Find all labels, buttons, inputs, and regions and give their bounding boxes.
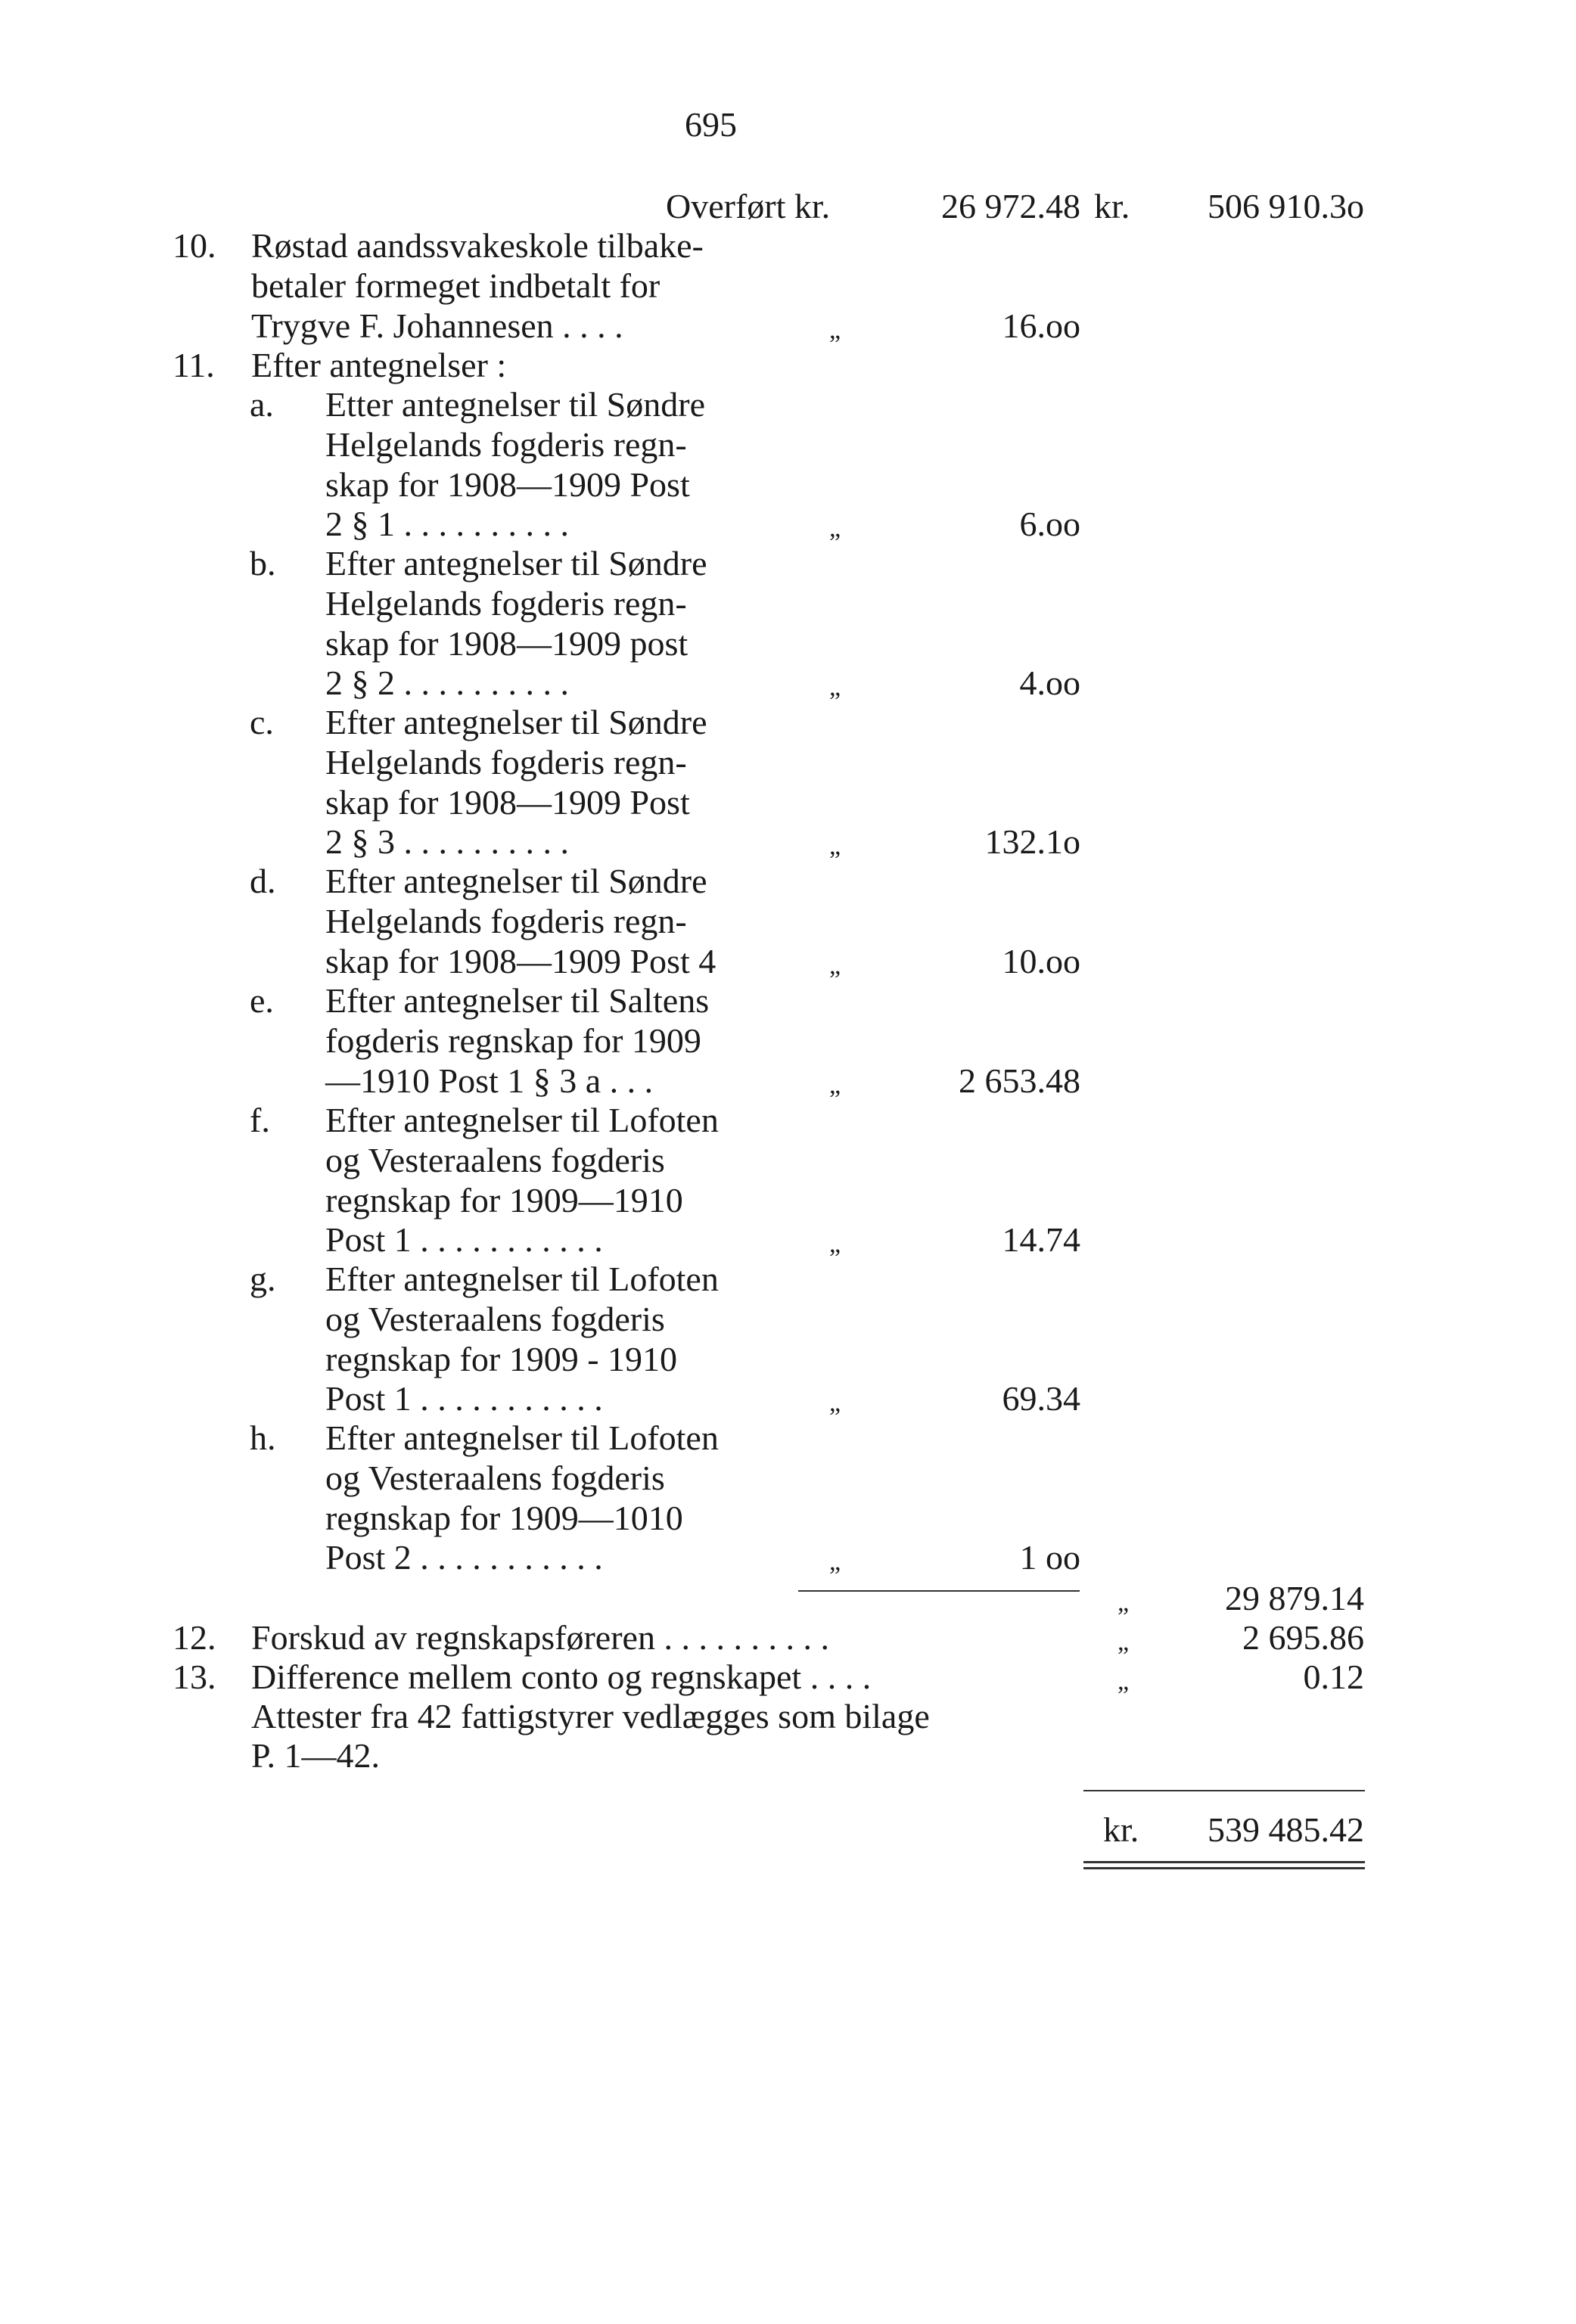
carried-amount-1: 26 972.48 [941,187,1080,225]
item-text-line: og Vesteraalens fogderis [325,1141,665,1179]
item-text-line: regnskap for 1909 - 1910 [325,1340,678,1378]
item-heading: Efter antegnelser : [251,346,507,384]
ditto-mark: „ [829,673,841,701]
item-text-line: og Vesteraalens fogderis [325,1300,665,1338]
item-text-line: Forskud av regnskapsføreren . . . . . . . . . . [251,1618,829,1657]
item-text-line: Efter antegnelser til Lofoten [325,1260,719,1298]
item-amount: 4.oo [1019,663,1080,702]
item-text-line: skap for 1908—1909 post [325,624,689,663]
note-line: Attester fra 42 fattigstyrer vedlægges som bilage [251,1697,930,1735]
ditto-mark: „ [829,1389,841,1417]
sub-item-letter: h. [250,1418,276,1457]
item-number: 11. [173,346,215,384]
subtotal-amount: 29 879.14 [1225,1579,1364,1617]
item-amount: 2 653.48 [959,1061,1080,1100]
item-text-line: skap for 1908—1909 Post [325,465,690,504]
item-text-line: betaler formeget indbetalt for [251,266,661,305]
item-text-line: —1910 Post 1 § 3 a . . . [325,1061,654,1100]
item-text-line: Post 2 . . . . . . . . . . . [325,1538,603,1577]
item-text-line: Helgelands fogderis regn- [325,902,687,940]
sub-item-letter: f. [250,1101,270,1139]
item-text-line: Efter antegnelser til Søndre [325,862,707,900]
item-amount: 132.1o [984,822,1080,861]
carried-amount-2: 506 910.3o [1208,187,1364,225]
item-text-line: Trygve F. Johannesen . . . . [251,306,623,345]
total-rule-bottom-1 [1083,1861,1365,1863]
sub-item-letter: g. [250,1260,276,1298]
ditto-mark: „ [829,1230,841,1258]
item-text-line: regnskap for 1909—1910 [325,1181,683,1219]
item-text-line: Efter antegnelser til Søndre [325,703,707,741]
note-line: P. 1—42. [251,1736,380,1775]
item-text-line: Røstad aandssvakeskole tilbake- [251,226,704,265]
ditto-mark: „ [829,1071,841,1099]
carried-label: Overført kr. [666,187,831,225]
item-text-line: fogderis regnskap for 1909 [325,1021,701,1060]
item-text-line: 2 § 3 . . . . . . . . . . [325,822,569,861]
total-kr: kr. [1103,1810,1139,1849]
item-text-line: regnskap for 1909—1010 [325,1499,683,1537]
ditto-mark: „ [829,952,841,980]
item-text-line: 2 § 2 . . . . . . . . . . [325,663,569,702]
total-amount: 539 485.42 [1208,1810,1364,1849]
item-text-line: Post 1 . . . . . . . . . . . [325,1379,603,1418]
item-amount: 0.12 [1303,1658,1364,1696]
item-amount: 6.oo [1019,505,1080,543]
item-text-line: skap for 1908—1909 Post [325,783,690,822]
item-text-line: Helgelands fogderis regn- [325,743,687,781]
item-amount: 16.oo [1002,306,1080,345]
sub-item-letter: a. [250,385,274,424]
carried-kr-2: kr. [1094,187,1130,225]
ditto-mark: „ [1117,1667,1130,1695]
item-text-line: og Vesteraalens fogderis [325,1459,665,1497]
item-text-line: Helgelands fogderis regn- [325,584,687,623]
sub-item-letter: e. [250,981,274,1020]
ditto-mark: „ [1117,1628,1130,1656]
item-text-line: 2 § 1 . . . . . . . . . . [325,505,569,543]
ditto-mark: „ [829,316,841,344]
item-amount: 69.34 [1002,1379,1080,1418]
sub-item-letter: c. [250,703,274,741]
item-text-line: skap for 1908—1909 Post 4 [325,942,717,980]
item-text-line: Etter antegnelser til Søndre [325,385,706,424]
item-text-line: Difference mellem conto og regnskapet . . . . [251,1658,872,1696]
item-number: 12. [173,1618,216,1657]
item-amount: 10.oo [1002,942,1080,980]
item-number: 10. [173,226,216,265]
item-text-line: Efter antegnelser til Søndre [325,544,707,583]
ditto-mark: „ [829,832,841,860]
page-number: 695 [685,105,737,144]
item-text-line: Efter antegnelser til Saltens [325,981,710,1020]
total-rule-top [1083,1790,1365,1791]
ditto-mark: „ [1117,1589,1130,1617]
sub-item-letter: d. [250,862,276,900]
item-amount: 2 695.86 [1242,1618,1364,1657]
ditto-mark: „ [829,514,841,542]
item-amount: 1 oo [1019,1538,1080,1577]
item-text-line: Efter antegnelser til Lofoten [325,1101,719,1139]
subtotal-rule [798,1590,1080,1592]
ditto-mark: „ [829,1548,841,1576]
item-text-line: Post 1 . . . . . . . . . . . [325,1220,603,1259]
item-text-line: Efter antegnelser til Lofoten [325,1418,719,1457]
item-text-line: Helgelands fogderis regn- [325,425,687,464]
sub-item-letter: b. [250,544,276,583]
total-rule-bottom-2 [1083,1867,1365,1869]
item-amount: 14.74 [1002,1220,1080,1259]
item-number: 13. [173,1658,216,1696]
